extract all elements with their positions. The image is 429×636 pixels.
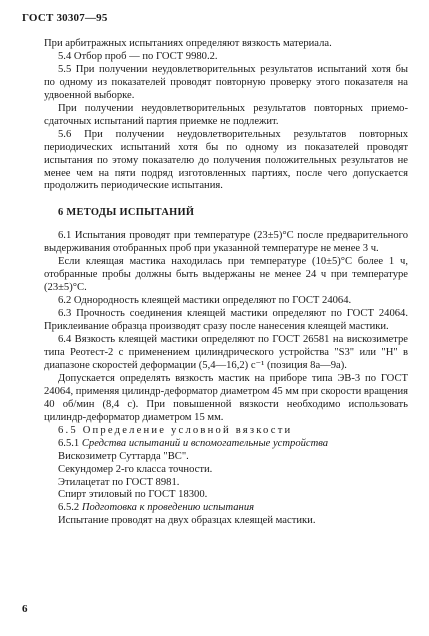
- subsection-6-5-2-title: [44, 502, 408, 515]
- section-6-title: 6 МЕТОДЫ ИСПЫТАНИЙ: [58, 207, 195, 219]
- subsection-6-5-1-title: [44, 438, 408, 451]
- paragraph: Допускается определять вязкость мастик на приборе типа ЭВ-3 по ГОСТ 24064, применяя цилиндр-деформатор диаметром 45 мм при скорости вращения 40 об/мин (8,4 с). При повышенной вязкости необходимо использовать цилиндр-деформатор диаметром 15 мм.: [44, 372, 408, 423]
- subsection-label: Подготовка к проведению испытания: [81, 502, 255, 514]
- document-header: ГОСТ 30307—95: [22, 12, 108, 24]
- paragraph: При получении неудовлетворительных результатов повторных приемо-сдаточных испытаний партия приемке не подлежит.: [44, 102, 408, 127]
- paragraph-6-2: 6.2 Однородность клеящей мастики определяют по ГОСТ 24064.: [58, 295, 352, 307]
- paragraph-6-3: 6.3 Прочность соединения клеящей мастики определяют по ГОСТ 24064. Приклеивание образца производят сразу после нанесения клеящей мастики.: [44, 308, 408, 333]
- equipment-item: Вискозиметр Суттарда "ВС".: [58, 450, 189, 462]
- paragraph-6-1: 6.1 Испытания проводят при температуре (23±5)°С после предварительного выдерживания отобранных проб при указанной температуре не менее 3 ч.: [44, 230, 408, 255]
- page-number: 6: [22, 603, 28, 615]
- paragraph-5-6: 5.6 При получении неудовлетворительных результатов повторных периодических испытаний хотя бы по одному из показателей проводят испытания по этому показателю до получения положительных результатов не менее чем на пяти подряд изготовленных партиях, после чего допускается продолжить периодические испытания.: [44, 128, 408, 192]
- paragraph: При арбитражных испытаниях определяют вязкость материала.: [44, 38, 332, 49]
- paragraph-5-5: 5.5 При получении неудовлетворительных результатов испытаний хотя бы по одному из показателей проводят повторную проверку этого показателя на удвоенной выборке.: [44, 63, 408, 101]
- equipment-item: Секундомер 2-го класса точности.: [58, 463, 213, 475]
- equipment-item: Этилацетат по ГОСТ 8981.: [58, 476, 180, 488]
- paragraph: Если клеящая мастика находилась при температуре (10±5)°С более 1 ч, отобранные пробы должны быть выдержаны не менее 24 ч при температуре (23±5)°С.: [44, 256, 408, 294]
- paragraph-6-4: 6.4 Вязкость клеящей мастики определяют по ГОСТ 26581 на вискозиметре типа Реотест-2 с применением цилиндрического устройства "S3" или "Н" в диапазоне скоростей деформации (5,4—16,2) с⁻¹ (позиция 8а—9а).: [44, 334, 408, 371]
- subsection-number: 6.5.1: [58, 437, 80, 449]
- paragraph-5-4: 5.4 Отбор проб — по ГОСТ 9980.2.: [58, 50, 218, 62]
- subsection-label: Средства испытаний и вспомогательные устройства: [81, 437, 329, 449]
- paragraph: Испытание проводят на двух образцах клеящей мастики.: [58, 515, 316, 527]
- equipment-item: Спирт этиловый по ГОСТ 18300.: [58, 489, 208, 501]
- subsection-6-5-title: 6.5 Определение условной вязкости: [58, 424, 293, 436]
- subsection-number: 6.5.2: [58, 502, 80, 514]
- document-body: [44, 38, 408, 528]
